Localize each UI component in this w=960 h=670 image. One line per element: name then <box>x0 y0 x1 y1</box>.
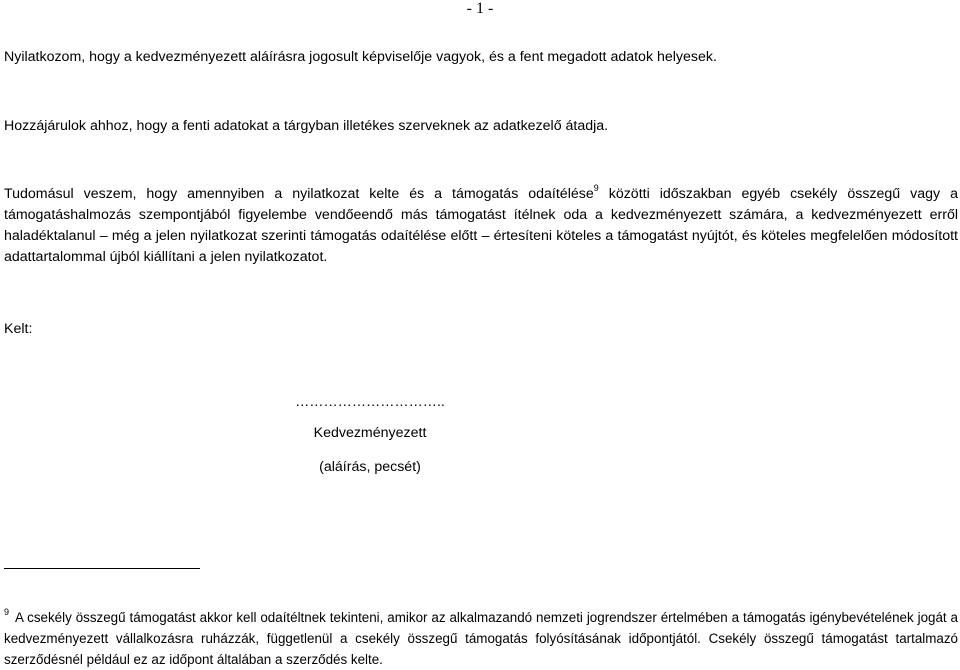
declaration-paragraph: Nyilatkozom, hogy a kedvezményezett aláírásra jogosult képviselője vagyok, és a fent megadott adatok helyesek. <box>4 49 717 65</box>
footnote: $^9$ A csekély összegű támogatást akkor kell odaítéltnek tekinteni, amikor az alkalmazandó nemzeti jogrendszer értelmében a támogatás igénybevételének jogát a kedvezményezett vállalkozásra ruházzák, függetlenül a csekély összegű támogatás folyósításának időpontjától. Csekély összegű támogatást tartalmazó szerződésnél például ez az időpont általában a szerződés kelte. <box>4 607 958 667</box>
page-number: - 1 - <box>466 0 494 17</box>
acknowledgement-text-start: Tudomásul veszem, hogy amennyiben a nyilatkozat kelte és a támogatás odaítélése <box>4 186 594 202</box>
acknowledgement-text-end: közötti időszakban egyéb csekély összegű vagy a támogatáshalmozás szempontjából figyelembe vendőeendő más támogatást ítélnek oda a kedvezményezett számára, a kedvezményezett erről haladéktalanul – még a jelen nyilatkozat szerinti támogatás odaítélése előtt – értesíteni köteles a támogatást nyújtót, és köteles megfelelően módosított adattartalommal újból kiállítani a jelen nyilatkozatot. <box>4 186 958 265</box>
acknowledgement-paragraph <box>4 184 958 268</box>
signature-note: (aláírás, pecsét) <box>319 459 421 475</box>
consent-paragraph: Hozzájárulok ahhoz, hogy a fenti adatokat a tárgyban illetékes szerveknek az adatkezelő átadja. <box>4 118 609 134</box>
date-label: Kelt: <box>4 321 33 337</box>
footnote-separator <box>4 568 200 569</box>
footnote-reference: 9 <box>593 183 599 193</box>
footnote-text: A csekély összegű támogatást akkor kell odaítéltnek tekinteni, amikor az alkalmazandó nemzeti jogrendszer értelmében a támogatás igénybevételének jogát a kedvezményezett vállalkozásra ruházzák, függetlenül a csekély összegű támogatás folyósításának időpontjától. Csekély összegű támogatást tartalmazó szerződésnél például ez az időpont általában a szerződés kelte. <box>4 610 958 667</box>
signature-line: ………………………….. <box>295 394 445 410</box>
signature-name: Kedvezményezett <box>313 425 427 441</box>
